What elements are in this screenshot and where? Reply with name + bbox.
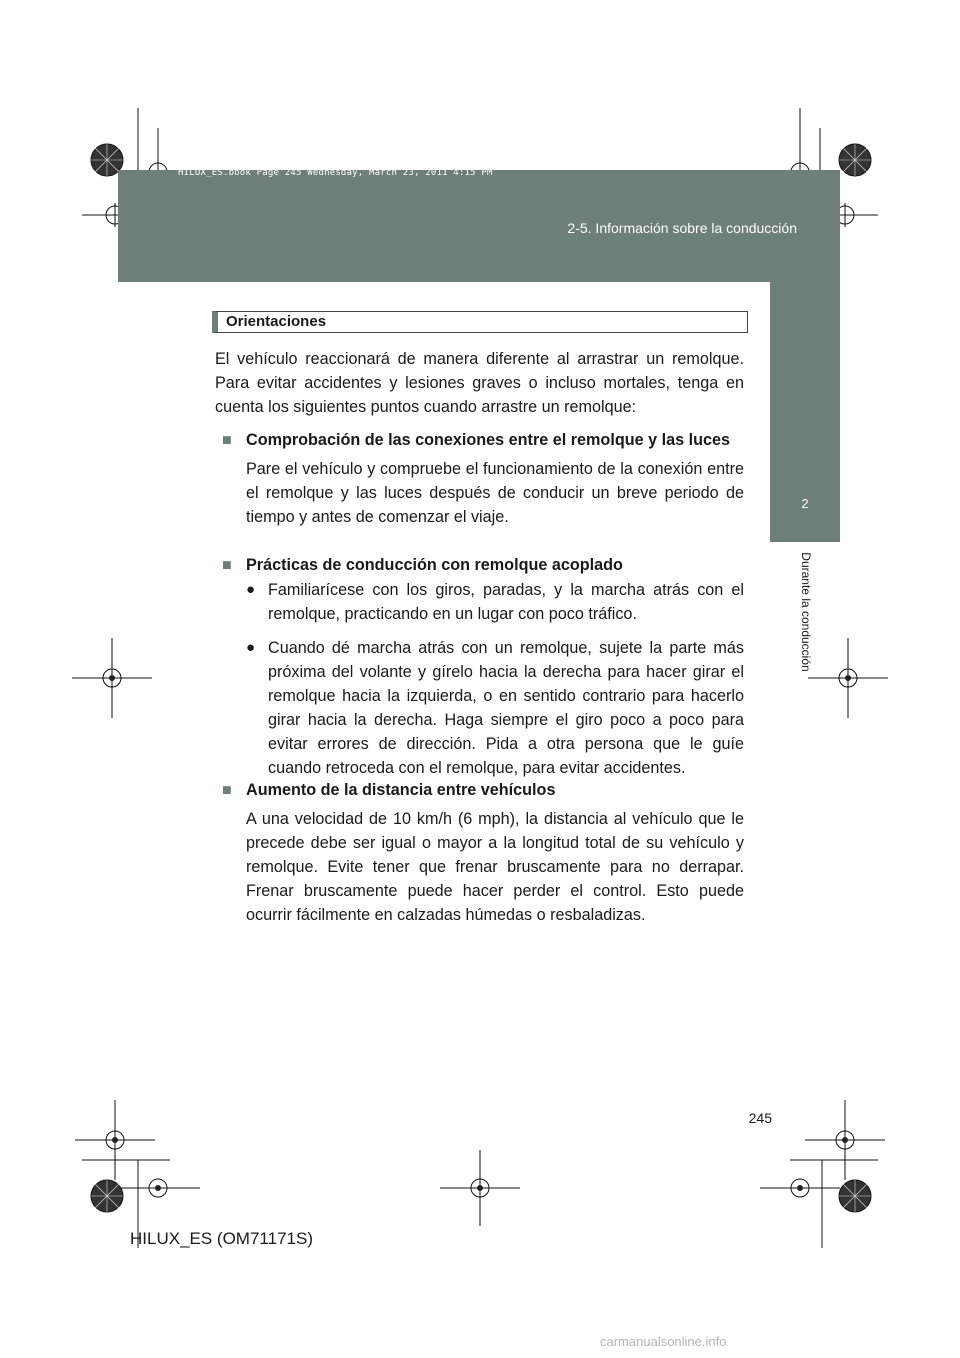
section-heading-text: Aumento de la distancia entre vehículos [246,781,556,799]
watermark: carmanualsonline.info [600,1334,727,1349]
list-item-text: Cuando dé marcha atrás con un remolque, sujete la parte más próxima del volante y gírelo hacia la derecha para hacer girar el remolque hacia la izquierda, o en sentido contrario para hacerlo girar hacia la derecha. Haga siempre el giro poco a poco para evitar errores de dirección. Pida a otra persona que le guíe cuando retroceda con el remolque, para evitar accidentes. [268,639,744,777]
section-connections [222,428,744,529]
section-practice [222,553,744,577]
square-bullet-icon: ■ [222,431,232,449]
page-number: 245 [748,1110,772,1126]
section-heading [222,428,744,452]
section-heading-text: Comprobación de las conexiones entre el remolque y las luces [246,431,730,449]
section-distance [222,778,744,927]
round-bullet-icon: ● [246,581,256,598]
section-heading [222,553,744,577]
intro-text: El vehículo reaccionará de manera diferente al arrastrar un remolque. Para evitar accidentes y lesiones graves o incluso mortales, tenga en cuenta los siguientes puntos cuando arrastre un remolque: [215,350,744,416]
box-heading: Orientaciones [212,311,748,333]
book-stamp: HILUX_ES.book Page 245 Wednesday, March 23, 2011 4:15 PM [178,168,493,178]
intro-paragraph [215,347,744,419]
section-heading-text: Prácticas de conducción con remolque acoplado [246,556,623,574]
section-heading [222,778,744,802]
section-body: A una velocidad de 10 km/h (6 mph), la distancia al vehículo que le precede debe ser igual o mayor a la longitud total de su vehículo y remolque. Evite tener que frenar bruscamente para no derrapar. Frenar bruscamente puede hacer perder el control. Esto puede ocurrir fácilmente en calzadas húmedas o resbaladizas. [246,810,744,924]
document-code: HILUX_ES (OM71171S) [130,1229,313,1248]
list-item [246,636,744,780]
square-bullet-icon: ■ [222,781,232,799]
section-body: Pare el vehículo y compruebe el funcionamiento de la conexión entre el remolque y las luces después de conducir un breve periodo de tiempo y antes de comenzar el viaje. [246,460,744,526]
list-item-text: Familiarícese con los giros, paradas, y la marcha atrás con el remolque, practicando en un lugar con poco tráfico. [268,581,744,623]
section-title: 2-5. Información sobre la conducción [567,220,797,236]
square-bullet-icon: ■ [222,556,232,574]
round-bullet-icon: ● [246,639,256,656]
chapter-label: Durante la conducción [799,552,813,672]
chapter-number: 2 [801,496,809,511]
list-item [246,578,744,626]
